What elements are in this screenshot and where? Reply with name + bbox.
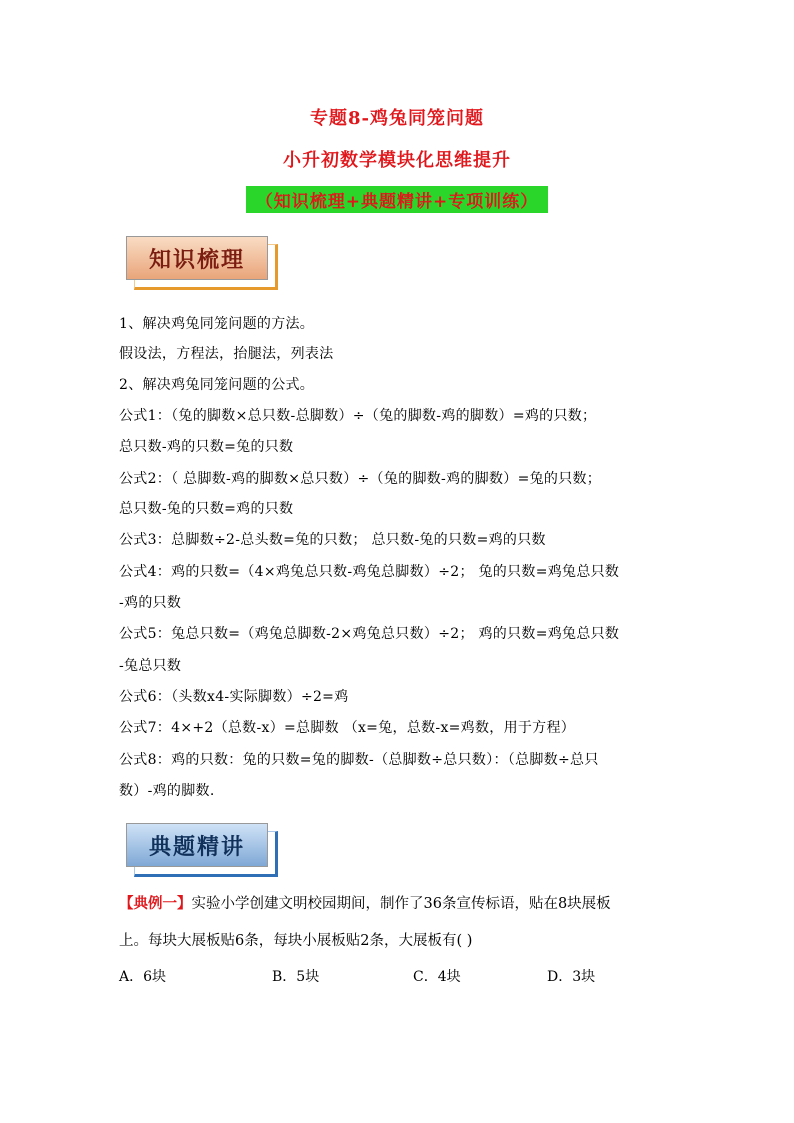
knowledge-line: 公式1：（兔的脚数×总只数-总脚数）÷（兔的脚数-鸡的脚数）=鸡的只数； xyxy=(119,408,597,424)
knowledge-line: 数）-鸡的脚数. xyxy=(119,783,215,799)
knowledge-line: 公式2：（ 总脚数-鸡的脚数×总只数）÷（兔的脚数-鸡的脚数）=兔的只数； xyxy=(119,471,602,487)
option-c: C．4块 xyxy=(413,969,461,985)
knowledge-line: 公式6：（头数x4-实际脚数）÷2=鸡 xyxy=(119,689,349,705)
knowledge-line: 公式8：鸡的只数：兔的只数=兔的脚数-（总脚数÷总只数）：（总脚数÷总只 xyxy=(119,752,599,768)
example-question-line1 xyxy=(119,892,611,913)
section-banner-knowledge xyxy=(126,236,276,280)
knowledge-line: 公式7：4×+2（总数-x）=总脚数 （x=兔，总数-x=鸡数，用于方程） xyxy=(119,720,576,736)
subtitle-tag-wrap xyxy=(0,186,794,213)
page-subtitle: 小升初数学模块化思维提升 xyxy=(283,150,511,171)
knowledge-line: 1、解决鸡兔同笼问题的方法。 xyxy=(119,316,315,332)
knowledge-line: -鸡的只数 xyxy=(119,595,182,611)
knowledge-line: 公式3：总脚数÷2-总头数=兔的只数； 总只数-兔的只数=鸡的只数 xyxy=(119,532,546,548)
knowledge-line: 2、解决鸡兔同笼问题的公式。 xyxy=(119,377,315,393)
knowledge-line: 公式5：兔总只数=（鸡兔总脚数-2×鸡兔总只数）÷2； 鸡的只数=鸡兔总只数 xyxy=(119,626,620,642)
knowledge-line: 假设法，方程法，抬腿法，列表法 xyxy=(119,346,334,362)
subtitle-tag: （知识梳理+典题精讲+专项训练） xyxy=(246,186,549,213)
section-title-examples: 典题精讲 xyxy=(126,823,268,867)
option-a: A．6块 xyxy=(119,969,167,985)
knowledge-line: 公式4：鸡的只数=（4×鸡兔总只数-鸡兔总脚数）÷2； 兔的只数=鸡兔总只数 xyxy=(119,564,620,580)
example-tag: 【典例一】 xyxy=(119,895,192,912)
section-title-knowledge: 知识梳理 xyxy=(126,236,268,280)
page-title: 专题8-鸡兔同笼问题 xyxy=(310,108,484,129)
knowledge-line: 总只数-鸡的只数=兔的只数 xyxy=(119,439,294,455)
knowledge-line: -兔总只数 xyxy=(119,658,182,674)
example-question-line2: 上。每块大展板贴6条，每块小展板贴2条，大展板有( ) xyxy=(119,933,473,949)
knowledge-line: 总只数-兔的只数=鸡的只数 xyxy=(119,501,294,517)
section-banner-examples xyxy=(126,823,276,867)
option-b: B．5块 xyxy=(272,969,320,985)
option-d: D．3块 xyxy=(547,969,596,985)
example-text-1: 实验小学创建文明校园期间，制作了36条宣传标语，贴在8块展板 xyxy=(191,896,611,912)
